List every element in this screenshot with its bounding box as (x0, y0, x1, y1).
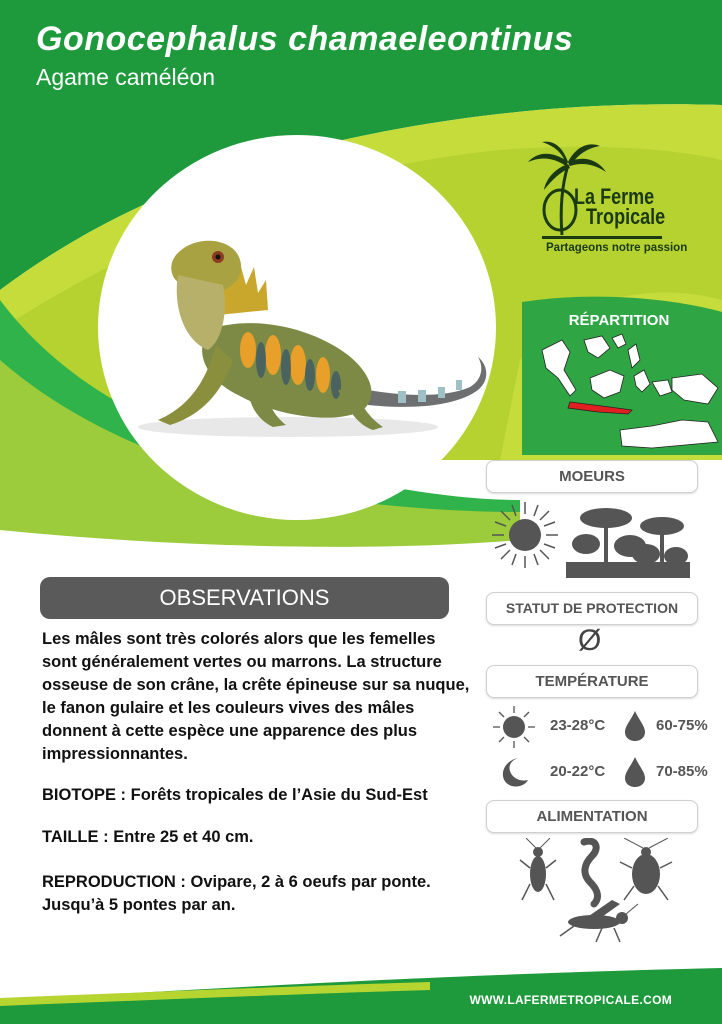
common-name-subtitle: Agame caméléon (36, 64, 215, 90)
alimentation-heading: ALIMENTATION (486, 800, 698, 833)
day-humidity-value: 60-75% (656, 717, 708, 734)
day-temperature-value: 23-28°C (550, 717, 606, 734)
moon-icon (498, 756, 530, 788)
la-ferme-tropicale-logo (522, 140, 702, 260)
logo-name-line2: Tropicale (586, 204, 666, 229)
repartition-heading: RÉPARTITION (568, 312, 670, 329)
logo-name-line1: La Ferme (574, 184, 655, 209)
biotope-line (42, 784, 472, 807)
protection-status-heading: STATUT DE PROTECTION (486, 592, 698, 625)
moeurs-heading: MOEURS (486, 460, 698, 493)
forest-icon (566, 500, 690, 578)
observations-text: Les mâles sont très colorés alors que les femelles sont généralement vertes ou marrons. La structure osseuse de son crâne, la crête épineuse sur sa nuque, le fanon gulaire et les couleurs vives des mâles donnent à cette espèce une apparence des plus impressionnantes. (42, 630, 470, 763)
reproduction-value: Ovipare, 2 à 6 oeufs par ponte. Jusqu’à 5 pontes par an. (42, 873, 431, 914)
humidity-drop-icon (624, 710, 646, 742)
insects-icon (516, 838, 696, 944)
protection-status-value: Ø (578, 624, 602, 657)
night-humidity-drop-icon (624, 756, 646, 788)
reproduction-line (42, 871, 442, 917)
biotope-value: Forêts tropicales de l’Asie du Sud-Est (126, 786, 428, 804)
scientific-name-title: Gonocephalus chamaeleontinus (36, 20, 574, 58)
taille-value: Entre 25 et 40 cm. (108, 828, 254, 846)
lizard-illustration (98, 135, 496, 520)
biotope-label: BIOTOPE : (42, 786, 127, 804)
reproduction-label: REPRODUCTION : (42, 873, 186, 891)
repartition-map (532, 330, 722, 450)
website-link[interactable]: WWW.LAFERMETROPICALE.COM (469, 993, 672, 1007)
taille-label: TAILLE : (42, 828, 109, 846)
taille-line (42, 826, 472, 849)
day-sun-icon (492, 705, 536, 749)
species-photo (98, 135, 496, 520)
logo-tagline: Partageons notre passion (546, 242, 688, 254)
night-temperature-value: 20-22°C (550, 763, 606, 780)
night-humidity-value: 70-85% (656, 763, 708, 780)
sun-icon (490, 500, 560, 570)
temperature-heading: TEMPÉRATURE (486, 665, 698, 698)
observations-heading: OBSERVATIONS (40, 577, 449, 619)
